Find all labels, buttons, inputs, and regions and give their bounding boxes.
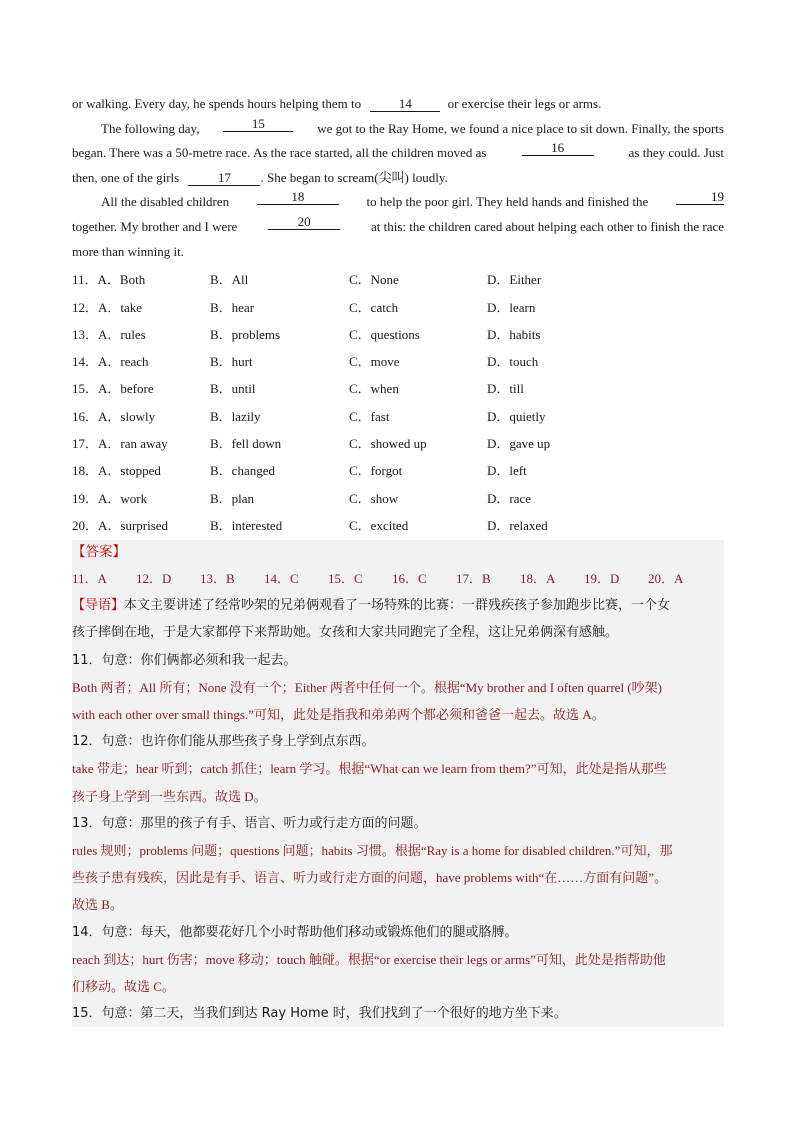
- option-d: D．touch: [487, 354, 539, 370]
- option-c: C．catch: [349, 299, 399, 315]
- answer-key: 16．C: [392, 571, 427, 587]
- option-d: D．gave up: [487, 436, 551, 452]
- passage-text: The following day,: [101, 120, 200, 136]
- answer-blank-18: 18: [257, 190, 339, 205]
- option-b: B．until: [210, 381, 256, 397]
- option-a: 11．A．Both: [72, 272, 146, 288]
- option-a: 19．A．work: [72, 490, 148, 506]
- passage-text: All the disabled children: [101, 194, 230, 210]
- passage-text: more than winning it.: [72, 243, 184, 259]
- answer-key: 18．A: [520, 571, 556, 587]
- q14-explanation: reach 到达；hurt 伤害；move 移动；touch 触碰。根据“or exercise their legs or arms”可知，此处是指帮助他: [72, 951, 666, 967]
- q15-meaning: 15．句意：第二天，当我们到达 Ray Home 时，我们找到了一个很好的地方坐下来。: [72, 1006, 567, 1022]
- page: [72, 92, 724, 1027]
- option-d: D．race: [487, 490, 532, 506]
- q11-explanation: with each other over small things.”可知，此处是指我和弟弟两个都必须和爸爸一起去。故选 A。: [72, 706, 605, 722]
- option-row: [72, 292, 724, 319]
- q12-explanation: 孩子身上学到一些东西。故选 D。: [72, 788, 267, 804]
- passage-text: we got to the Ray Home, we found a nice place to sit down. Finally, the sports: [317, 120, 724, 136]
- passage-line: [72, 117, 724, 142]
- passage-text: . She began to scream(尖叫) loudly.: [260, 169, 448, 185]
- option-c: C．show: [349, 490, 399, 506]
- answer-blank-14: 14: [370, 97, 440, 112]
- option-c: C．showed up: [349, 436, 427, 452]
- answer-blank-19: 19: [676, 190, 724, 205]
- option-a: 17．A．ran away: [72, 436, 168, 452]
- option-d: D．quietly: [487, 408, 546, 424]
- q14-explanation: 们移动。故选 C。: [72, 978, 175, 994]
- q12-meaning: 12．句意：也许你们能从那些孩子身上学到点东西。: [72, 734, 375, 750]
- option-row: [72, 320, 724, 347]
- answer-key: 20．A: [648, 571, 684, 587]
- option-d: D．habits: [487, 326, 541, 342]
- option-c: C．when: [349, 381, 399, 397]
- passage-line: [72, 215, 724, 240]
- option-row: [72, 484, 724, 511]
- option-row: [72, 511, 724, 538]
- option-c: C．fast: [349, 408, 390, 424]
- answer-key: 12．D: [136, 571, 172, 587]
- option-b: B．interested: [210, 517, 283, 533]
- q13-explanation: rules 规则；problems 问题；questions 问题；habits 习惯。根据“Ray is a home for disabled children.”可知，那: [72, 842, 673, 858]
- guide-text: 本文主要讲述了经常吵架的兄弟俩观看了一场特殊的比赛：一群残疾孩子参加跑步比赛，一个女: [124, 598, 671, 614]
- option-b: B．problems: [210, 326, 281, 342]
- option-row: [72, 402, 724, 429]
- passage-line: [72, 240, 724, 265]
- option-b: B．changed: [210, 463, 275, 479]
- option-b: B．fell down: [210, 436, 282, 452]
- guide-tag: 【导语】: [72, 598, 125, 614]
- passage-text: began. There was a 50-metre race. As the race started, all the children moved as: [72, 145, 487, 161]
- q13-explanation: 故选 B。: [72, 897, 123, 913]
- q12-explanation: take 带走；hear 听到；catch 抓住；learn 学习。根据“What can we learn from them?”可知，此处是指从那些: [72, 761, 667, 777]
- option-c: C．excited: [349, 517, 409, 533]
- options-list: [72, 265, 724, 538]
- option-a: 15．A．before: [72, 381, 154, 397]
- q13-meaning: 13．句意：那里的孩子有手、语言、听力或行走方面的问题。: [72, 815, 427, 831]
- option-a: 18．A．stopped: [72, 463, 161, 479]
- option-d: D．relaxed: [487, 517, 548, 533]
- passage-text: or exercise their legs or arms.: [447, 96, 602, 111]
- option-d: D．learn: [487, 299, 536, 315]
- option-a: 12．A．take: [72, 299, 143, 315]
- passage-text: at this: the children cared about helping each other to finish the race: [370, 218, 724, 234]
- answer-key: 19．D: [584, 571, 620, 587]
- answer-key: 13．B: [200, 571, 235, 587]
- answer-key: 11．A: [72, 571, 107, 587]
- answer-blank-16: 16: [522, 141, 594, 156]
- guide-line: [72, 592, 724, 619]
- passage-line: [72, 166, 724, 191]
- option-b: B．All: [210, 272, 249, 288]
- answer-key: 15．C: [328, 571, 363, 587]
- option-b: B．lazily: [210, 408, 261, 424]
- answer-key: 14．C: [264, 571, 299, 587]
- option-b: B．hurt: [210, 354, 253, 370]
- option-row: [72, 456, 724, 483]
- option-a: 20．A．surprised: [72, 517, 169, 533]
- answer-blank-20: 20: [268, 215, 340, 230]
- q13-explanation: 些孩子患有残疾，因此是有手、语言、听力或行走方面的问题，have problems with“在……方面有问题”。: [72, 870, 668, 886]
- passage-text: or walking. Every day, he spends hours helping them to: [72, 96, 362, 111]
- q11-meaning: 11．句意：你们俩都必须和我一起去。: [72, 652, 297, 668]
- option-c: C．None: [349, 272, 399, 288]
- answer-key: 17．B: [456, 571, 491, 587]
- option-c: C．forgot: [349, 463, 403, 479]
- option-row: [72, 347, 724, 374]
- answer-blank-15: 15: [223, 117, 293, 132]
- option-row: [72, 429, 724, 456]
- option-row: [72, 374, 724, 401]
- passage-line: [72, 92, 724, 117]
- guide-line: 孩子摔倒在地，于是大家都停下来帮助她。女孩和大家共同跑完了全程，这让兄弟俩深有感触。: [72, 625, 619, 641]
- passage-line: [72, 190, 724, 215]
- answer-keys: [72, 565, 724, 592]
- option-c: C．questions: [349, 326, 420, 342]
- passage-text: to help the poor girl. They held hands and finished the: [366, 194, 649, 210]
- option-d: D．Either: [487, 272, 542, 288]
- option-a: 13．A．rules: [72, 326, 146, 342]
- option-a: 16．A．slowly: [72, 408, 156, 424]
- option-row: [72, 265, 724, 292]
- passage-text: as they could. Just: [628, 145, 724, 161]
- answer-heading: 【答案】: [72, 544, 126, 561]
- option-c: C．move: [349, 354, 400, 370]
- passage-text: together. My brother and I were: [72, 218, 238, 234]
- passage-text: then, one of the girls: [72, 169, 180, 185]
- q14-meaning: 14．句意：每天，他都要花好几个小时帮助他们移动或锻炼他们的腿或胳膊。: [72, 924, 518, 940]
- option-a: 14．A．reach: [72, 354, 149, 370]
- q11-explanation: Both 两者；All 所有；None 没有一个；Either 两者中任何一个。根据“My brother and I often quarrel (吵架): [72, 679, 662, 695]
- option-d: D．left: [487, 463, 527, 479]
- answer-blank-17: 17: [188, 171, 260, 186]
- option-b: B．plan: [210, 490, 255, 506]
- answer-section: [72, 540, 724, 1027]
- option-d: D．till: [487, 381, 524, 397]
- option-b: B．hear: [210, 299, 255, 315]
- passage-line: [72, 141, 724, 166]
